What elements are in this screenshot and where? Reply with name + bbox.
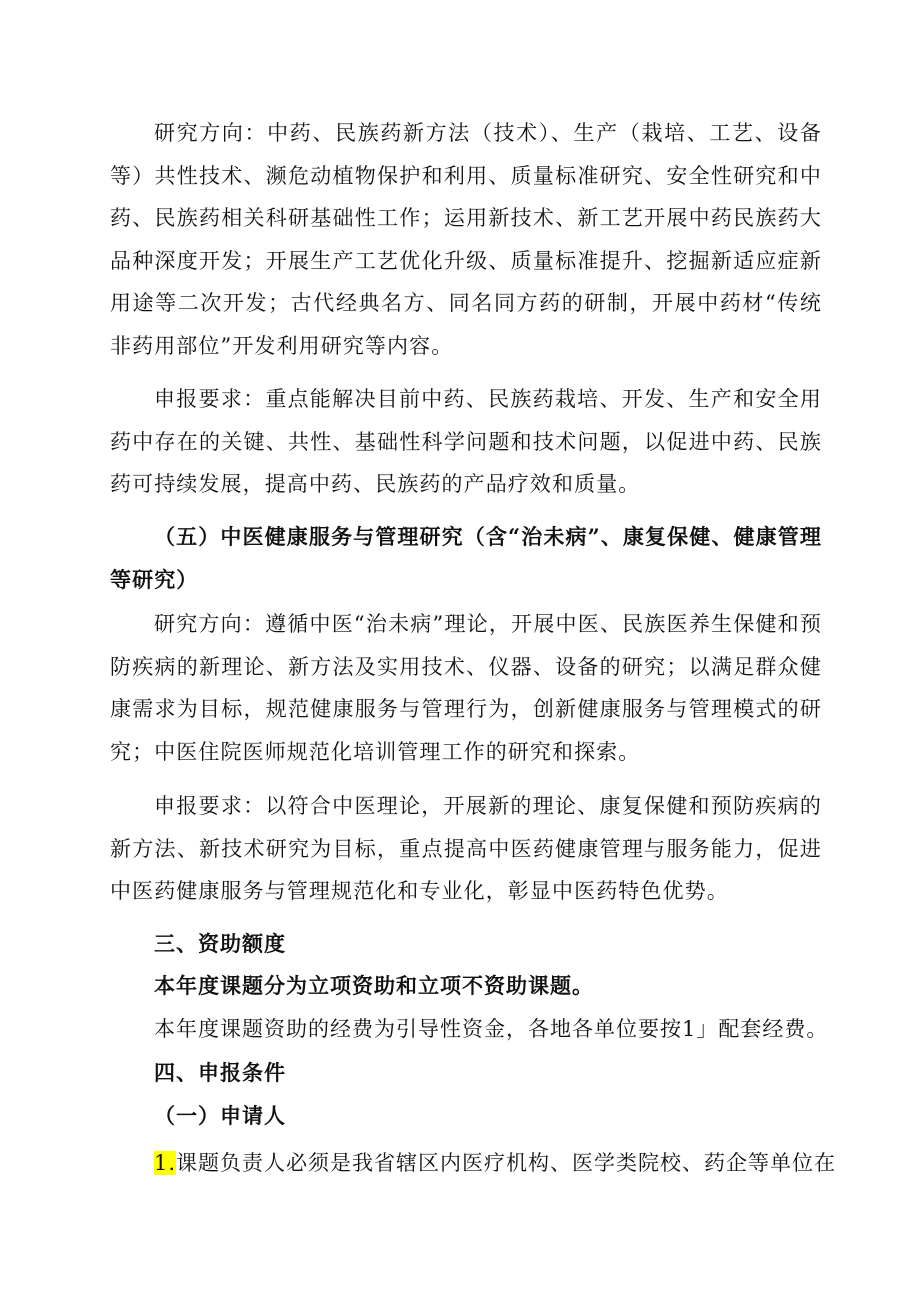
research-direction-paragraph-2: 研究方向：遵循中医“治未病”理论，开展中医、民族医养生保健和预防疾病的新理论、新方法及实用技术、仪器、设备的研究；以满足群众健康需求为目标，规范健康服务与管理行为，创新健康服务与管理模式的研究；中医住院医师规范化培训管理工作的研究和探索。 [110,612,822,764]
funding-guidance-line: 本年度课题资助的经费为引导性资金，各地各单位要按1」配套经费。 [154,1017,829,1041]
heading-applicant: （一）申请人 [154,1103,286,1128]
heading-application-conditions: 四、申报条件 [154,1060,286,1085]
research-direction-paragraph-1: 研究方向：中药、民族药新方法（技术）、生产（栽培、工艺、设备等）共性技术、濒危动植物保护和利用、质量标准研究、安全性研究和中药、民族药相关科研基础性工作；运用新技术、新工艺开展中药民族药大品种深度开发；开展生产工艺优化升级、质量标准提升、挖掘新适应症新用途等二次开发；古代经典名方、同名同方药的研制，开展中药材“传统非药用部位”开发利用研究等内容。 [110,121,822,358]
heading-funding-amount: 三、资助额度 [154,931,286,956]
funding-types-line: 本年度课题分为立项资助和立项不资助课题。 [154,973,594,998]
application-requirement-paragraph-1: 申报要求：重点能解决目前中药、民族药栽培、开发、生产和安全用药中存在的关键、共性、基础性科学问题和技术问题，以促进中药、民族药可持续发展，提高中药、民族药的产品疗效和质量。 [110,387,822,496]
application-requirement-paragraph-2: 申报要求：以符合中医理论，开展新的理论、康复保健和预防疾病的新方法、新技术研究为目标，重点提高中医药健康管理与服务能力，促进中医药健康服务与管理规范化和专业化，彰显中医药特色优势。 [110,794,822,903]
section-heading-five: （五）中医健康服务与管理研究（含“治未病”、康复保健、健康管理等研究） [110,524,822,592]
applicant-item-1-text: 课题负责人必须是我省辖区内医疗机构、医学类院校、药企等单位在 [176,1151,837,1175]
applicant-item-1 [154,1147,836,1177]
highlighted-item-number: 1. [154,1151,177,1175]
